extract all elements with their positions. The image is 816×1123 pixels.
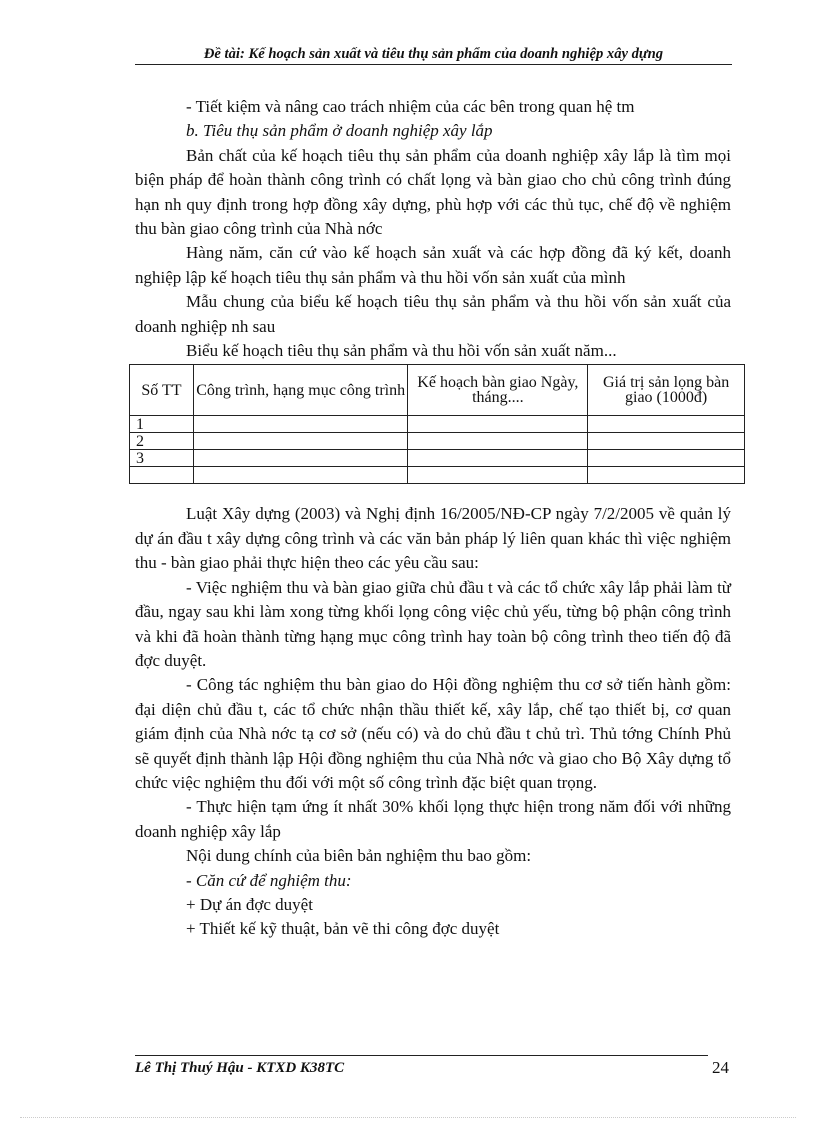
paragraph: - Tiết kiệm và nâng cao trách nhiệm của các bên trong quan hệ tm xyxy=(186,97,635,116)
table-row xyxy=(130,467,745,484)
section-heading: b. Tiêu thụ sản phẩm ở doanh nghiệp xây lắp xyxy=(186,121,493,141)
footer-divider xyxy=(135,1055,708,1056)
row-number xyxy=(130,467,194,484)
paragraph: Luật Xây dựng (2003) và Nghị định 16/2005/NĐ-CP ngày 7/2/2005 về quản lý dự án đầu t xây dựng công trình và các văn bản pháp lý liên quan khác thì việc nghiệm thu - bàn giao phải thực hiện theo các yêu cầu sau: xyxy=(135,504,731,573)
row-number: 2 xyxy=(130,433,194,450)
paragraph: Mẫu chung của biểu kế hoạch tiêu thụ sản phẩm và thu hồi vốn sản xuất của doanh nghiệp nh sau xyxy=(135,292,731,336)
page-edge-divider xyxy=(20,1117,796,1118)
paragraph: Hàng năm, căn cứ vào kế hoạch sản xuất và các hợp đồng đã ký kết, doanh nghiệp lập kế hoạch tiêu thụ sản phẩm và thu hồi vốn sản xuất của mình xyxy=(135,243,731,287)
page-number: 24 xyxy=(712,1058,729,1077)
table-caption: Biểu kế hoạch tiêu thụ sản phẩm và thu hồi vốn sản xuất năm... xyxy=(186,341,617,361)
paragraph: - Thực hiện tạm ứng ít nhất 30% khối lọng thực hiện trong năm đối với những doanh nghiệp xây lắp xyxy=(135,797,731,841)
paragraph: Bản chất của kế hoạch tiêu thụ sản phẩm của doanh nghiệp xây lắp là tìm mọi biện pháp để hoàn thành công trình có chất lọng và bàn giao cho chủ công trình đúng hạn nh quy định trong hợp đồng xây dựng, phù hợp với các thủ tục, chế độ về nghiệm thu bàn giao công trình của Nhà nớc xyxy=(135,145,731,239)
document-body xyxy=(135,95,731,942)
row-number: 1 xyxy=(130,416,194,433)
header-cell-project: Công trình, hạng mục công trình xyxy=(193,365,408,416)
header-cell-stt: Số TT xyxy=(130,365,194,416)
paragraph: - Căn cứ để nghiệm thu: xyxy=(186,870,352,890)
paragraph: - Việc nghiệm thu và bàn giao giữa chủ đầu t và các tổ chức xây lắp phải làm từ đầu, ngay sau khi làm xong từng khối lọng công việc chủ yếu, từng bộ phận công trình và khi đã hoàn thành từng hạng mục công trình hay toàn bộ công trình theo tiến độ đã đợc duyệt. xyxy=(135,577,731,670)
header-cell-value: Giá trị sản lọng bàn giao (1000đ) xyxy=(588,365,745,416)
table-header-row xyxy=(130,365,745,416)
paragraph: + Thiết kế kỹ thuật, bản vẽ thi công đợc duyệt xyxy=(186,919,500,939)
paragraph: Nội dung chính của biên bản nghiệm thu bao gồm: xyxy=(186,846,532,866)
plan-table xyxy=(129,364,745,484)
page-header: Đề tài: Kế hoạch sản xuất và tiêu thụ sản phẩm của doanh nghiệp xây dựng xyxy=(135,46,732,65)
paragraph: + Dự án đợc duyệt xyxy=(186,894,313,914)
table-row xyxy=(130,450,745,467)
table-row xyxy=(130,416,745,433)
row-number: 3 xyxy=(130,450,194,467)
table-row xyxy=(130,433,745,450)
paragraph: - Công tác nghiệm thu bàn giao do Hội đồng nghiệm thu cơ sở tiến hành gồm: đại diện chủ đầu t, các tổ chức nhận thầu thiết kế, xây lắp, chế tạo thiết bị, cơ quan giám định của Nhà nớc tạ cơ sở (nếu có) và do chủ đầu t chủ trì. Thủ tớng Chính Phủ sẽ quyết định thành lập Hội đồng nghiệm thu của Nhà nớc và giao cho Bộ Xây dựng tổ chức việc nghiệm thu đối với một số công trình đặc biệt quan trọng. xyxy=(135,675,731,792)
footer-author: Lê Thị Thuý Hậu - KTXD K38TC xyxy=(135,1060,345,1076)
header-cell-handover-plan: Kế hoạch bàn giao Ngày, tháng.... xyxy=(408,365,588,416)
